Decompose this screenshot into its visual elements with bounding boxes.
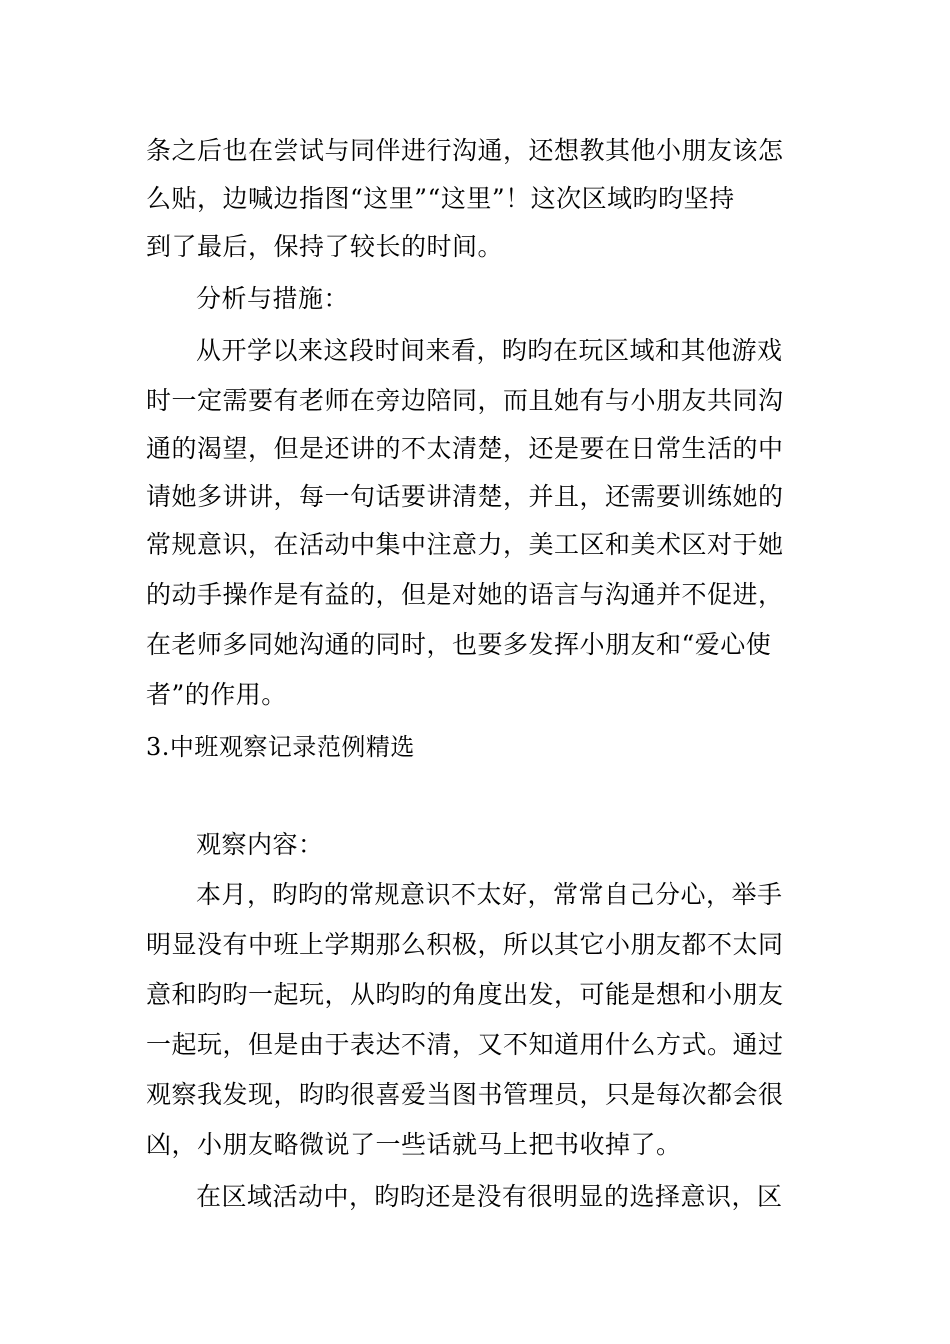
- paragraph-line: 常规意识，在活动中集中注意力，美工区和美术区对于她: [146, 530, 784, 559]
- paragraph-line: 本月，昀昀的常规意识不太好，常常自己分心，举手: [196, 880, 783, 909]
- paragraph-line: 观察我发现，昀昀很喜爱当图书管理员，只是每次都会很: [146, 1080, 784, 1109]
- paragraph-line: 意和昀昀一起玩，从昀昀的角度出发，可能是想和小朋友: [146, 980, 784, 1009]
- paragraph-line: 从开学以来这段时间来看，昀昀在玩区域和其他游戏: [196, 336, 783, 365]
- paragraph-line: 凶，小朋友略微说了一些话就马上把书收掉了。: [146, 1130, 682, 1159]
- paragraph-line: 通的渴望，但是还讲的不太清楚，还是要在日常生活的中: [146, 434, 784, 463]
- paragraph-line: 么贴，边喊边指图“这里”“这里”！这次区域昀昀坚持: [146, 184, 735, 213]
- paragraph-line: 明显没有中班上学期那么积极，所以其它小朋友都不太同: [146, 930, 784, 959]
- paragraph-line: 一起玩，但是由于表达不清，又不知道用什么方式。通过: [146, 1030, 784, 1059]
- paragraph-line: 时一定需要有老师在旁边陪同，而且她有与小朋友共同沟: [146, 386, 784, 415]
- paragraph-line: 到了最后，保持了较长的时间。: [146, 232, 504, 261]
- paragraph-line: 在老师多同她沟通的同时，也要多发挥小朋友和“爱心使: [146, 630, 772, 659]
- paragraph-line: 在区域活动中，昀昀还是没有很明显的选择意识，区: [196, 1182, 783, 1211]
- section-label-analysis: 分析与措施：: [196, 284, 350, 313]
- paragraph-line: 的动手操作是有益的，但是对她的语言与沟通并不促进，: [146, 580, 784, 609]
- section-heading: 3.中班观察记录范例精选: [146, 733, 415, 761]
- section-label-observation: 观察内容：: [196, 830, 324, 859]
- paragraph-line: 条之后也在尝试与同伴进行沟通，还想教其他小朋友该怎: [146, 136, 784, 165]
- paragraph-line: 者”的作用。: [146, 680, 287, 709]
- paragraph-line: 请她多讲讲，每一句话要讲清楚，并且，还需要训练她的: [146, 482, 784, 511]
